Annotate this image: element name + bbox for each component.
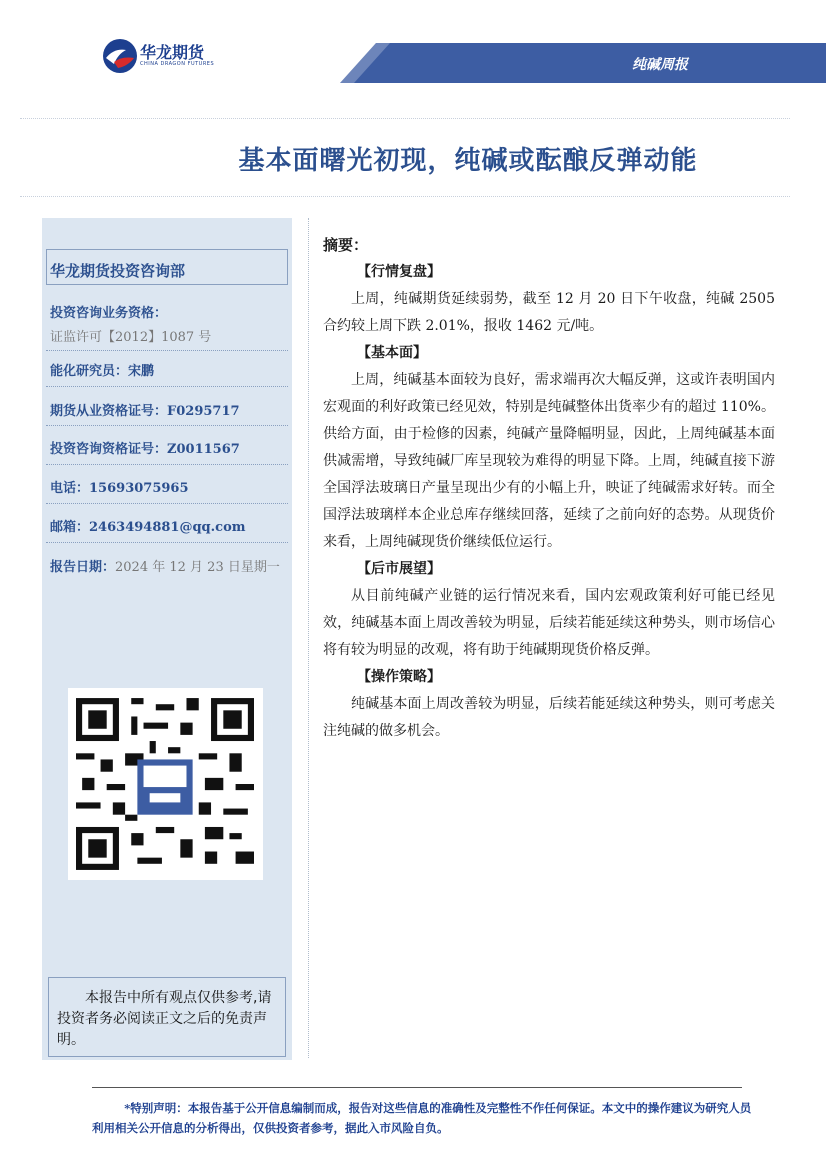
consult-cert-number: Z0011567 <box>167 442 240 457</box>
section-heading-market-review: 【行情复盘】 <box>357 264 441 280</box>
column-divider <box>308 218 309 1058</box>
divider <box>46 350 288 351</box>
section-text-strategy: 纯碱基本面上周改善较为明显，后续若能延续这种势头，则可考虑关注纯碱的做多机会。 <box>323 696 775 739</box>
futures-cert-row: 期货从业资格证号：F0295717 <box>50 404 240 419</box>
qualification-value: 证监许可【2012】1087 号 <box>50 330 212 345</box>
analyst-name: 宋鹏 <box>128 364 155 379</box>
divider <box>20 118 790 119</box>
summary-label: 摘要： <box>323 236 369 254</box>
divider <box>46 386 288 387</box>
brand-name: 华龙期货 <box>140 43 205 62</box>
section-heading-fundamentals: 【基本面】 <box>357 345 427 361</box>
email-row: 邮箱：2463494881@qq.com <box>50 520 246 535</box>
section-text-outlook: 从目前纯碱产业链的运行情况来看，国内宏观政策利好可能已经见效，纯碱基本面上周改善较为明显，后续若能延续这种势头，则市场信心将有较为明显的改观，将有助于纯碱期现货价格反弹。 <box>323 588 775 658</box>
analyst-row: 能化研究员：宋鹏 <box>50 364 155 379</box>
section-text-fundamentals: 上周，纯碱基本面较为良好，需求端再次大幅反弹，这或许表明国内宏观面的利好政策已经见效，特别是纯碱整体出货率少有的超过 110%。供给方面，由于检修的因素，纯碱产量降幅明显，因此，上周纯碱基本面供减需增，导致纯碱厂库呈现较为难得的明显下降。上周，纯碱直接下游全国浮法玻璃日产量呈现出少有的小幅上升，映证了纯碱需求好转。而全国浮法玻璃样本企业总库存继续回落，延续了之前向好的态势。从现货价来看，上周纯碱现货价继续低位运行。 <box>323 372 775 550</box>
report-date-row: 报告日期：2024 年 12 月 23 日星期一 <box>50 560 280 575</box>
footer-divider <box>92 1087 742 1088</box>
divider <box>46 425 288 426</box>
report-type: 纯碱周报 <box>632 57 688 73</box>
phone-row: 电话：15693075965 <box>50 481 189 496</box>
header-band <box>340 43 826 83</box>
dept-name: 华龙期货投资咨询部 <box>50 262 186 280</box>
page-title: 基本面曙光初现，纯碱或酝酿反弹动能 <box>238 146 698 176</box>
divider <box>46 542 288 543</box>
divider <box>46 503 288 504</box>
report-date: 2024 年 12 月 23 日星期一 <box>115 560 280 575</box>
phone-number: 15693075965 <box>89 481 189 496</box>
section-text-market-review: 上周，纯碱期货延续弱势，截至 12 月 20 日下午收盘，纯碱 2505 合约较上周下跌 2.01%，报收 1462 元/吨。 <box>323 291 775 334</box>
qr-pattern <box>76 698 254 870</box>
special-statement: *特别声明：本报告基于公开信息编制而成，报告对这些信息的准确性及完整性不作任何保证。本文中的操作建议为研究人员利用相关公开信息的分析得出，仅供投资者参考，据此入市风险自负。 <box>92 1101 752 1135</box>
qualification-label: 投资咨询业务资格： <box>50 306 168 321</box>
china-dragon-logo-icon <box>100 36 140 76</box>
section-heading-strategy: 【操作策略】 <box>357 669 441 685</box>
divider <box>20 196 790 197</box>
report-body <box>323 232 775 745</box>
section-heading-outlook: 【后市展望】 <box>357 561 441 577</box>
disclaimer-note: 本报告中所有观点仅供参考,请投资者务必阅读正文之后的免责声明。 <box>48 977 286 1057</box>
author-info-panel <box>42 218 292 590</box>
email-address: 2463494881@qq.com <box>89 520 246 535</box>
consult-cert-row: 投资咨询资格证号：Z0011567 <box>50 442 240 457</box>
divider <box>46 464 288 465</box>
wechat-qr-code-icon <box>68 688 263 880</box>
brand-name-en: CHINA DRAGON FUTURES <box>140 61 215 67</box>
futures-cert-number: F0295717 <box>167 404 240 419</box>
page-header <box>0 0 826 100</box>
